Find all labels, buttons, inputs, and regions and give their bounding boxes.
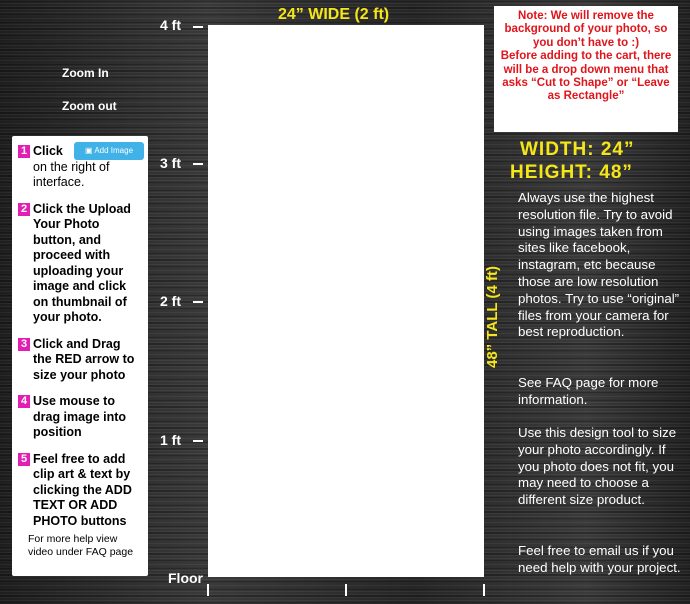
step-number: 2 [18,203,30,216]
ruler-tick [193,440,203,442]
email-tip: Feel free to email us if you need help with your project. [518,543,681,575]
ruler-tick [193,26,203,28]
background-removal-note [494,6,678,132]
step4-text: Use mouse to drag image into position [33,394,127,439]
step-number: 5 [18,453,30,466]
step2-text-post: button, and proceed with uploading your image and click on thumbnail of your photo. [33,232,127,324]
instruction-step-4 [18,394,142,441]
width-dimension: WIDTH: 24” [520,139,635,160]
add-image-button[interactable]: ▣ Add Image [74,142,144,160]
step5-text: Feel free to add clip art & text by clicking the ADD TEXT OR ADD PHOTO buttons [33,451,132,528]
instructions-panel [12,136,148,576]
resolution-tip: Always use the highest resolution file. Try to avoid using images taken from sites like facebook, instagram, etc because those are low resolution photos. Try to use “original” files from your camera for best reproduction. [518,190,680,340]
step2-text-pre: Click the [33,201,89,216]
bottom-ruler-tick [345,584,347,596]
instruction-step-3 [18,337,142,384]
step-number: 4 [18,395,30,408]
sizing-tip: Use this design tool to size your photo accordingly. If you photo does not fit, you may need to choose a different size product. [518,425,677,508]
zoom-in-button[interactable]: Zoom In [62,66,109,80]
height-ruler-title: 48” TALL (4 ft) [484,266,501,368]
zoom-out-button[interactable]: Zoom out [62,99,117,113]
faq-tip: See FAQ page for more information. [518,375,659,407]
note-line-2: Before adding to the cart, there will be a drop down menu that asks “Cut to Shape” or “Leave as Rectangle” [500,50,672,103]
height-dimension: HEIGHT: 48” [510,162,633,183]
note-line-1: Note: We will remove the background of your photo, so you don’t have to :) [504,10,668,49]
design-canvas[interactable] [208,25,484,577]
instruction-step-5 [18,452,142,530]
step2-text-bold: Upload Your Photo [33,201,131,231]
ruler-mark-4ft: 4 ft [160,17,181,33]
ruler-mark-1ft: 1 ft [160,432,181,448]
instruction-step-2 [18,202,142,326]
step1-click-text: Click [33,144,63,158]
ruler-tick [193,301,203,303]
help-text: For more help view video under FAQ page [28,533,134,558]
step3-text: Click and Drag the RED arrow to size your photo [33,336,135,382]
floor-label: Floor [168,570,203,586]
ruler-mark-3ft: 3 ft [160,155,181,171]
width-ruler-title: 24” WIDE (2 ft) [278,6,390,23]
step1-text: on the right of interface. [33,159,110,189]
bottom-ruler-tick [483,584,485,596]
step-number: 3 [18,338,30,351]
step-number: 1 [18,145,30,158]
bottom-ruler-tick [207,584,209,596]
ruler-mark-2ft: 2 ft [160,293,181,309]
ruler-tick [193,163,203,165]
